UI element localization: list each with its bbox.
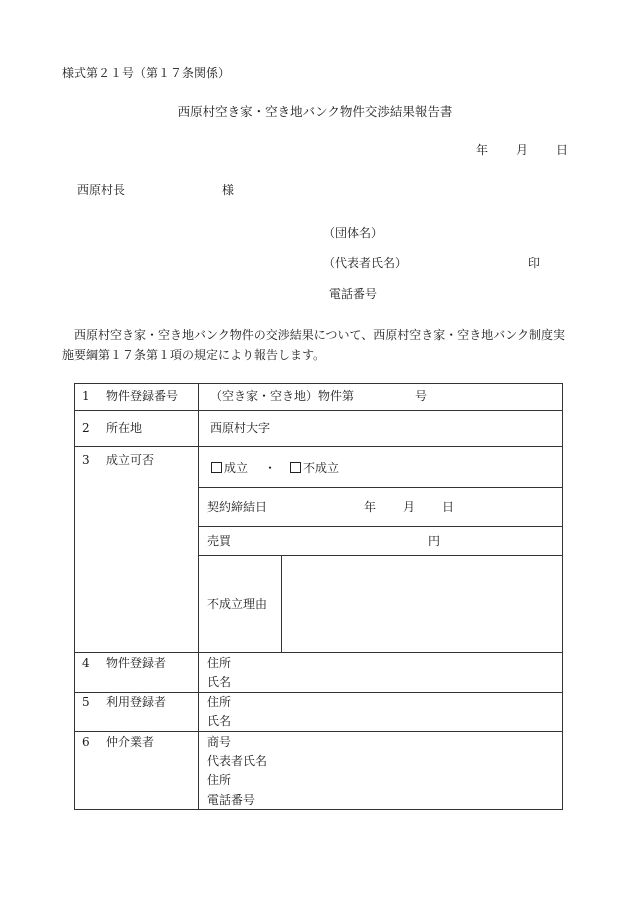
checkbox-icon[interactable] [290,462,301,473]
row4-label: 物件登録者 [106,656,167,670]
yen-label: 円 [428,534,441,548]
row4-number: 4 [82,656,90,670]
row5-address-label: 住所 [207,695,232,709]
location-value: 西原村大字 [210,421,271,435]
row3-label: 成立可否 [106,453,155,467]
row4-address-label: 住所 [207,656,232,670]
row5-label: 利用登録者 [106,695,167,709]
row3-separator [198,487,563,488]
phone-number-label: 電話番号 [329,287,378,301]
date-year-label: 年 [476,143,489,157]
org-name-label: （団体名） [323,226,384,240]
row6-number: 6 [82,735,90,749]
form-number: 様式第２１号（第１７条関係） [62,66,231,80]
failure-reason-label: 不成立理由 [207,597,268,611]
row3-separator [198,526,563,527]
contract-day-label: 日 [442,500,455,514]
row6-label: 仲介業者 [106,735,155,749]
success-option-label: 成立 [224,461,249,475]
contract-month-label: 月 [403,500,416,514]
failure-reason-divider [281,555,282,652]
row6-phone-label: 電話番号 [207,793,256,807]
date-day-label: 日 [556,143,569,157]
row-separator [74,652,563,653]
addressee-name: 西原村長 [77,183,126,197]
table-border-left [74,383,75,810]
failure-option-label: 不成立 [303,461,340,475]
contract-date-label: 契約締結日 [207,500,268,514]
checkbox-icon[interactable] [211,462,222,473]
row2-label: 所在地 [106,421,143,435]
row5-name-label: 氏名 [207,714,232,728]
date-month-label: 月 [516,143,529,157]
table-border-bottom [74,809,563,810]
table-label-divider [198,383,199,810]
row6-trade-name-label: 商号 [207,735,232,749]
row4-name-label: 氏名 [207,675,232,689]
row3-number: 3 [82,453,90,467]
row-separator [74,731,563,732]
row-separator [74,692,563,693]
seal-mark: 印 [528,256,541,270]
row1-number: 1 [82,389,90,403]
addressee-honorific: 様 [222,183,235,197]
table-border-right [562,383,563,810]
contract-year-label: 年 [364,500,377,514]
row2-number: 2 [82,421,90,435]
sale-label: 売買 [207,534,232,548]
row-separator [74,446,563,447]
row6-address-label: 住所 [207,773,232,787]
table-border-top [74,383,563,384]
row3-separator [198,555,563,556]
row5-number: 5 [82,695,90,709]
body-text: 西原村空き家・空き地バンク物件の交渉結果について、西原村空き家・空き地バンク制度実施要綱第１７条第１項の規定により報告します。 [62,328,566,362]
success-option[interactable] [211,462,248,474]
document-title: 西原村空き家・空き地バンク物件交渉結果報告書 [177,104,453,119]
option-separator: ・ [264,461,277,475]
row-separator [74,410,563,411]
property-number-suffix: 号 [415,389,428,403]
representative-name-label: （代表者氏名） [323,256,408,270]
row6-rep-name-label: 代表者氏名 [207,754,268,768]
property-number-prefix: （空き家・空き地）物件第 [210,389,355,403]
row1-label: 物件登録番号 [106,389,179,403]
failure-option[interactable] [290,462,339,474]
